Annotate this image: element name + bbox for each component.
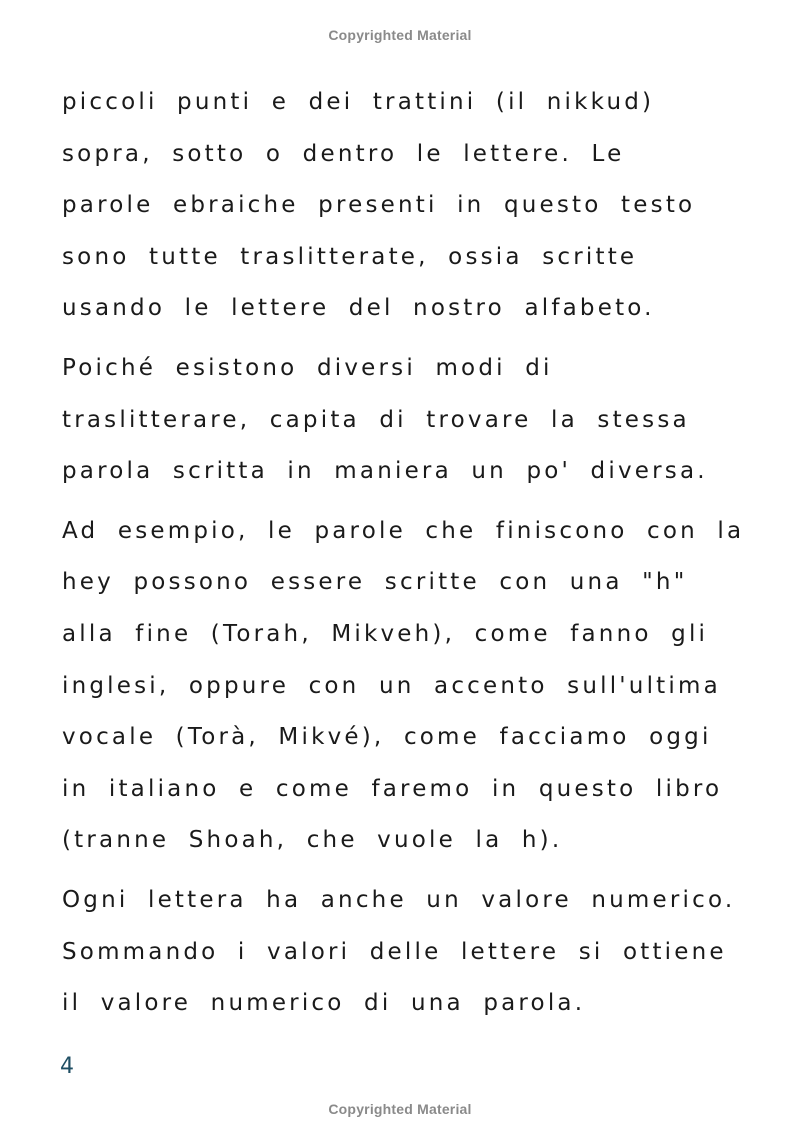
text-line: sono tutte traslitterate, ossia scritte bbox=[62, 243, 638, 270]
text-line: Poiché esistono diversi modi di bbox=[62, 354, 553, 381]
text-line: in italiano e come faremo in questo libro bbox=[62, 775, 723, 802]
text-line: Ogni lettera ha anche un valore numerico. bbox=[62, 886, 736, 913]
paragraph-4 bbox=[62, 876, 762, 1031]
copyright-watermark-top: Copyrighted Material bbox=[328, 27, 472, 43]
text-line: parole ebraiche presenti in questo testo bbox=[62, 192, 696, 219]
text-line: sopra, sotto o dentro le lettere. Le bbox=[62, 140, 625, 167]
text-line: Sommando i valori delle lettere si ottiene bbox=[62, 938, 727, 965]
paragraph-3 bbox=[62, 507, 762, 868]
text-line: alla fine (Torah, Mikveh), come fanno gli bbox=[62, 620, 709, 647]
text-line: traslitterare, capita di trovare la stessa bbox=[62, 406, 690, 433]
text-line: hey possono essere scritte con una "h" bbox=[62, 569, 688, 596]
text-line: vocale (Torà, Mikvé), come facciamo oggi bbox=[62, 724, 712, 751]
page-number: 4 bbox=[60, 1054, 74, 1079]
text-line: parola scritta in maniera un po' diversa. bbox=[62, 458, 708, 485]
text-line: piccoli punti e dei trattini (il nikkud) bbox=[62, 89, 655, 115]
copyright-watermark-bottom: Copyrighted Material bbox=[328, 1101, 472, 1117]
text-line: inglesi, oppure con un accento sull'ultima bbox=[62, 672, 721, 699]
text-line: il valore numerico di una parola. bbox=[62, 990, 586, 1017]
paragraph-1 bbox=[62, 78, 762, 336]
text-line: usando le lettere del nostro alfabeto. bbox=[62, 295, 655, 322]
page-body bbox=[62, 78, 762, 1031]
paragraph-2 bbox=[62, 344, 762, 499]
text-line: Ad esempio, le parole che finiscono con la bbox=[62, 517, 745, 544]
text-line: (tranne Shoah, che vuole la h). bbox=[62, 827, 563, 854]
